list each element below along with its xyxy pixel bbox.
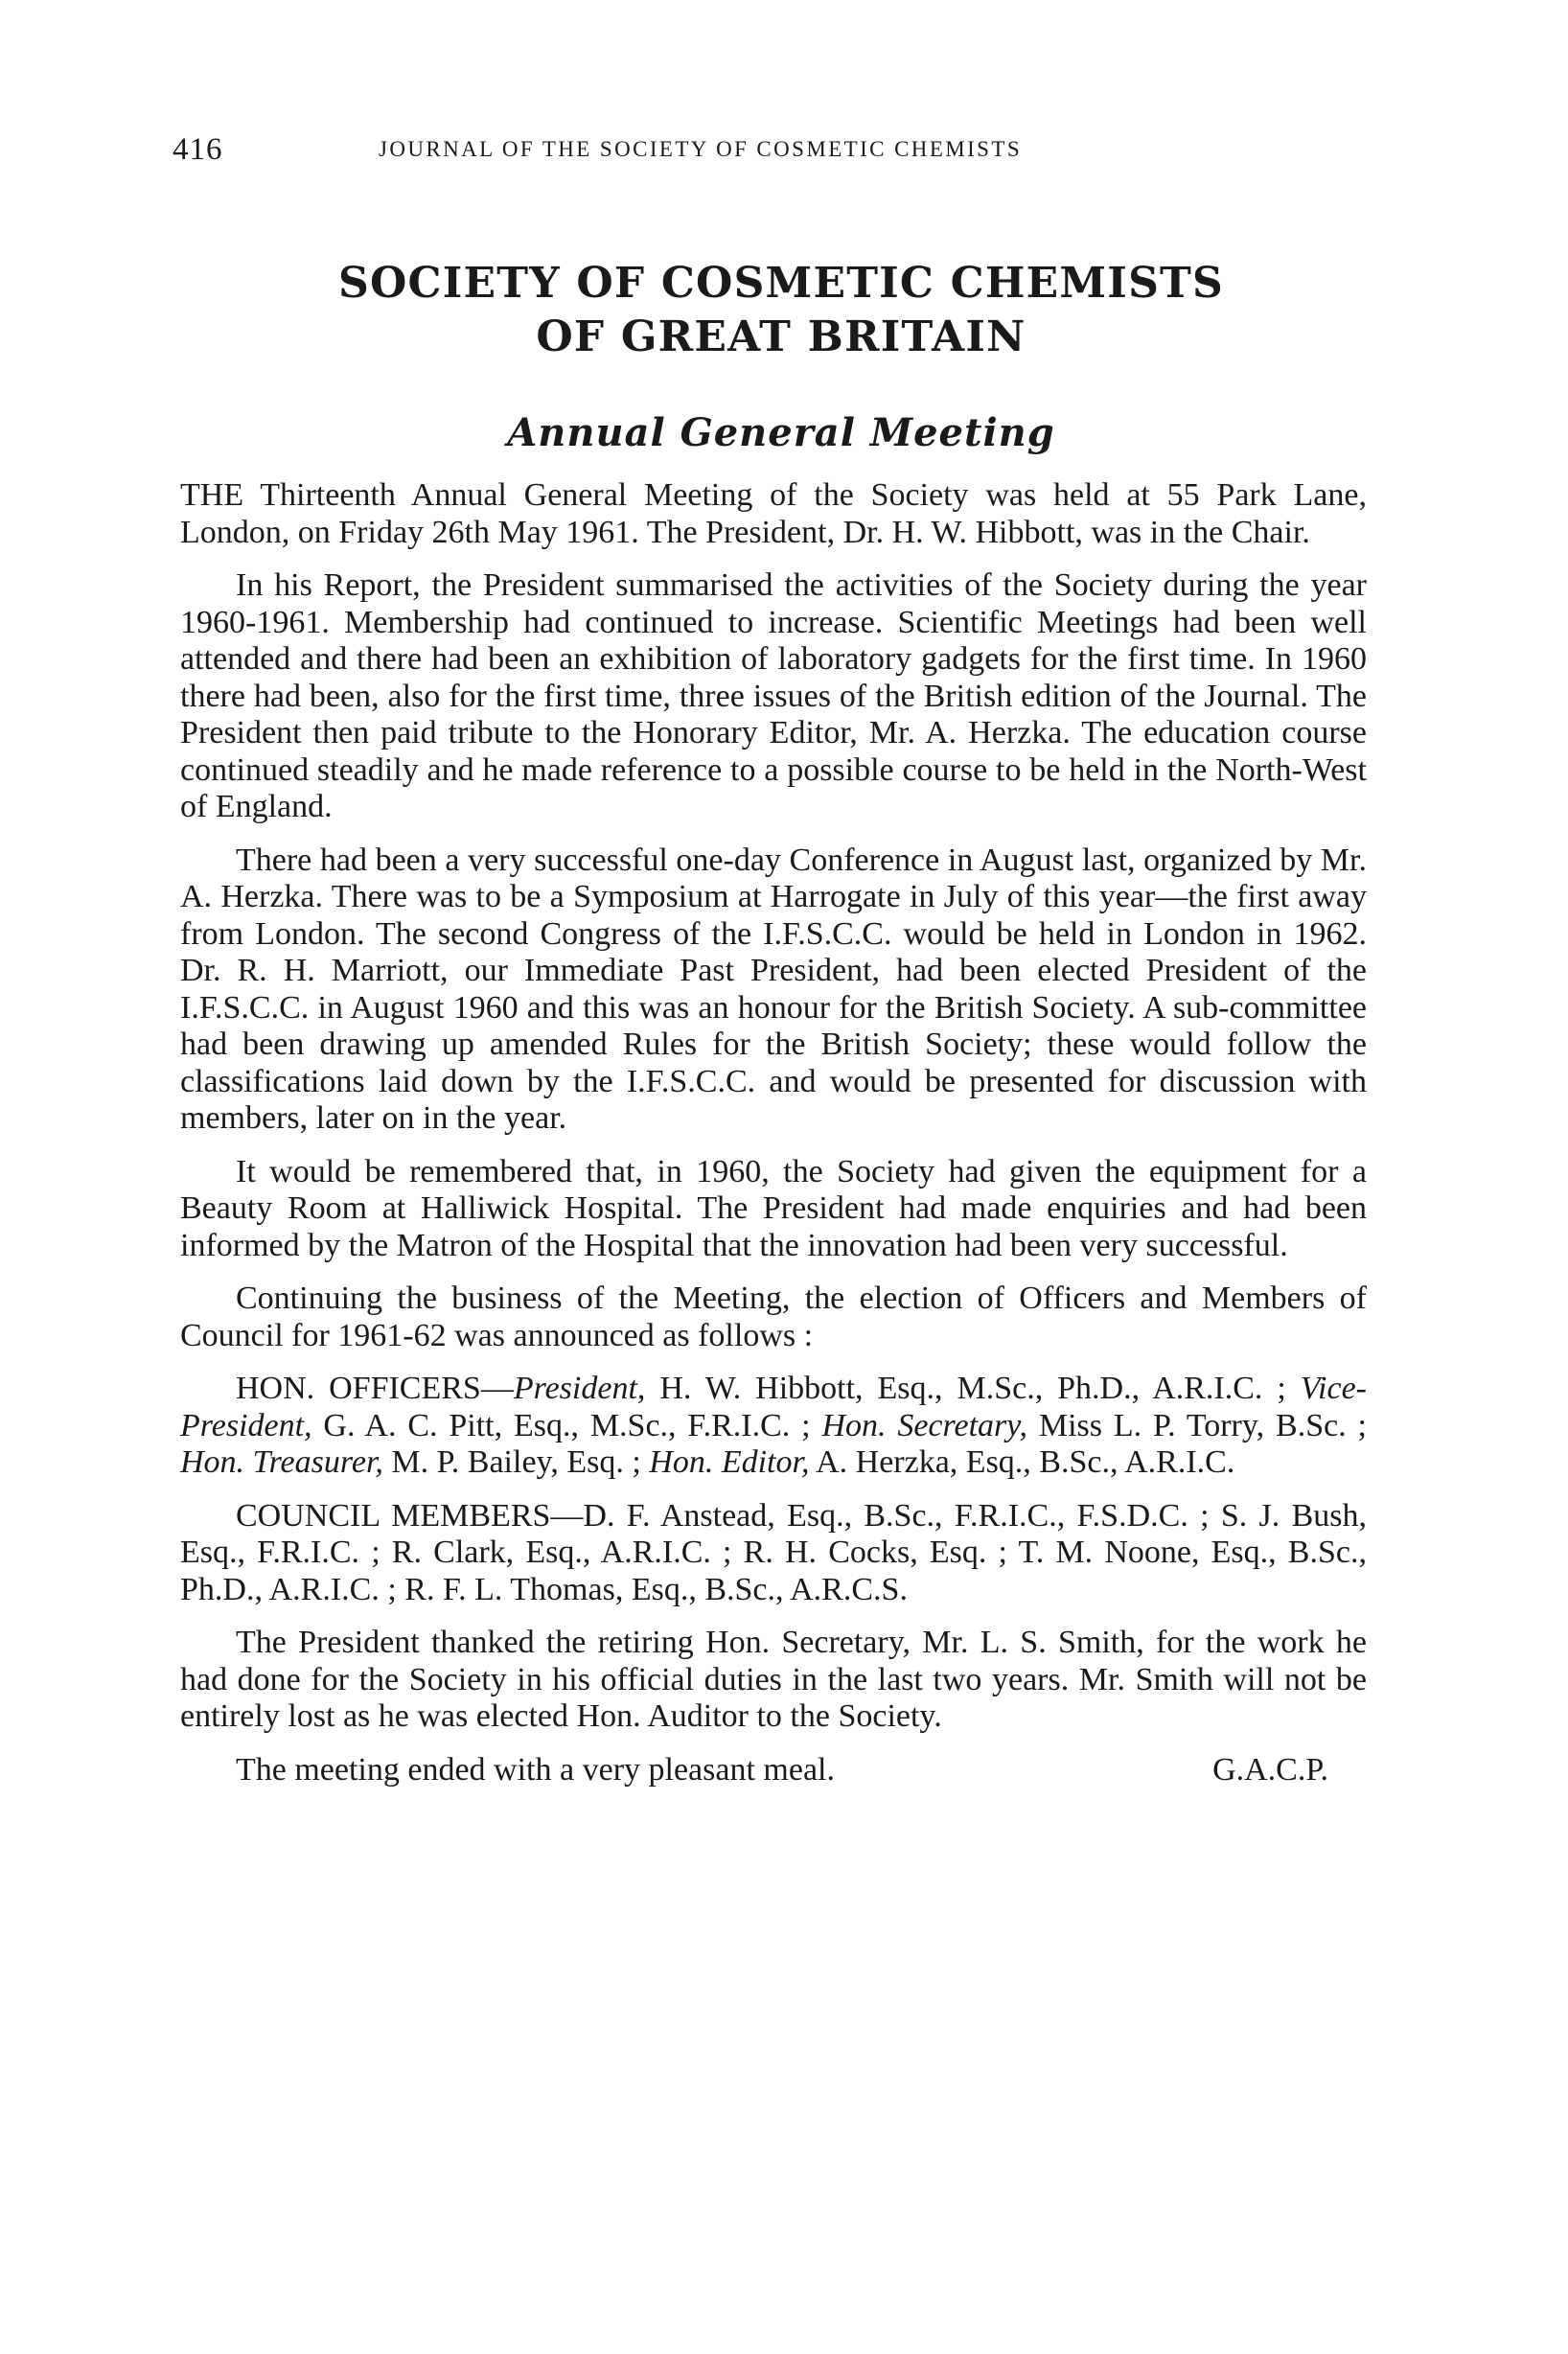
section-subtitle: Annual General Meeting (507, 410, 1055, 455)
secretary-name: Miss L. P. Torry, B.Sc. ; (1026, 1407, 1367, 1443)
president-title: President, (513, 1371, 646, 1406)
officers-lead: HON. OFFICERS— (236, 1371, 514, 1406)
paragraph-thanks: The President thanked the retiring Hon. Secretary, Mr. L. S. Smith, for the work he had done for the Society in his official duties in the last two years. Mr. Smith will not be entirely lost as he was elected Hon. Auditor to the Society. (180, 1625, 1367, 1734)
paragraph-council: COUNCIL MEMBERS—D. F. Anstead, Esq., B.Sc., F.R.I.C., F.S.D.C. ; S. J. Bush, Esq., F.R.I.C. ; R. Clark, Esq., A.R.I.C. ; R. H. Cocks, Esq. ; T. M. Noone, Esq., B.Sc., Ph.D., A.R.I.C. ; R. F. L. Thomas, Esq., B.Sc., A.R.C.S. (180, 1497, 1367, 1607)
running-head: JOURNAL OF THE SOCIETY OF COSMETIC CHEMISTS (379, 137, 1023, 161)
editor-title: Hon. Editor, (649, 1444, 810, 1480)
author-signature: G.A.C.P. (1212, 1751, 1328, 1788)
title-line-2: OF GREAT BRITAIN (536, 312, 1026, 361)
editor-name: A. Herzka, Esq., B.Sc., A.R.I.C. (809, 1444, 1235, 1480)
president-name: H. W. Hibbott, Esq., M.Sc., Ph.D., A.R.I.C. ; (645, 1371, 1301, 1406)
page-number: 416 (173, 132, 223, 167)
page-header (173, 132, 1390, 171)
article-title (173, 257, 1390, 364)
title-line-1: SOCIETY OF COSMETIC CHEMISTS (338, 259, 1224, 308)
treasurer-name: M. P. Bailey, Esq. ; (382, 1444, 650, 1480)
closing-line (180, 1752, 1367, 1789)
paragraph-conference: There had been a very successful one-day Conference in August last, organized by Mr. A. Herzka. There was to be a Symposium at Harrogate in July of this year—the first away from London. The second Congress of the I.F.S.C.C. would be held in London in 1962. Dr. R. H. Marriott, our Immediate Past President, had been elected President of the I.F.S.C.C. in August 1960 and this was an honour for the British Society. A sub-committee had been drawing up amended Rules for the British Society; these would follow the classifications laid down by the I.F.S.C.C. and would be presented for discussion with members, later on in the year. (180, 842, 1367, 1136)
paragraph-officers (180, 1371, 1367, 1482)
vice-president-title: Vice-President, (180, 1371, 1367, 1443)
paragraph-report: In his Report, the President summarised the activities of the Society during the year 1960-1961. Membership had continued to increase. Scientific Meetings had been well attended and there had been an exhibition of laboratory gadgets for the first time. In 1960 there had been, also for the first time, three issues of the British edition of the Journal. The President then paid tribute to the Honorary Editor, Mr. A. Herzka. The education course continued steadily and he made reference to a possible course to be held in the North-West of England. (180, 567, 1367, 824)
vice-president-name: G. A. C. Pitt, Esq., M.Sc., F.R.I.C. ; (311, 1407, 822, 1443)
treasurer-title: Hon. Treasurer, (180, 1444, 383, 1480)
lead-word: THE (180, 477, 244, 513)
paragraph-beauty-room: It would be remembered that, in 1960, the Society had given the equipment for a Beauty Room at Halliwick Hospital. The President had made enquiries and had been informed by the Matron of the Hospital that the innovation had been very successful. (180, 1153, 1367, 1263)
closing-text: The meeting ended with a very pleasant meal. (236, 1751, 835, 1788)
paragraph-intro (180, 477, 1367, 551)
intro-text: Thirteenth Annual General Meeting of the Society was held at 55 Park Lane, London, on Friday 26th May 1961. The President, Dr. H. W. Hibbott, was in the Chair. (180, 477, 1367, 550)
secretary-title: Hon. Secretary, (821, 1407, 1027, 1443)
paragraph-election: Continuing the business of the Meeting, the election of Officers and Members of Council for 1961-62 was announced as follows : (180, 1281, 1367, 1353)
article-body (180, 477, 1367, 1789)
